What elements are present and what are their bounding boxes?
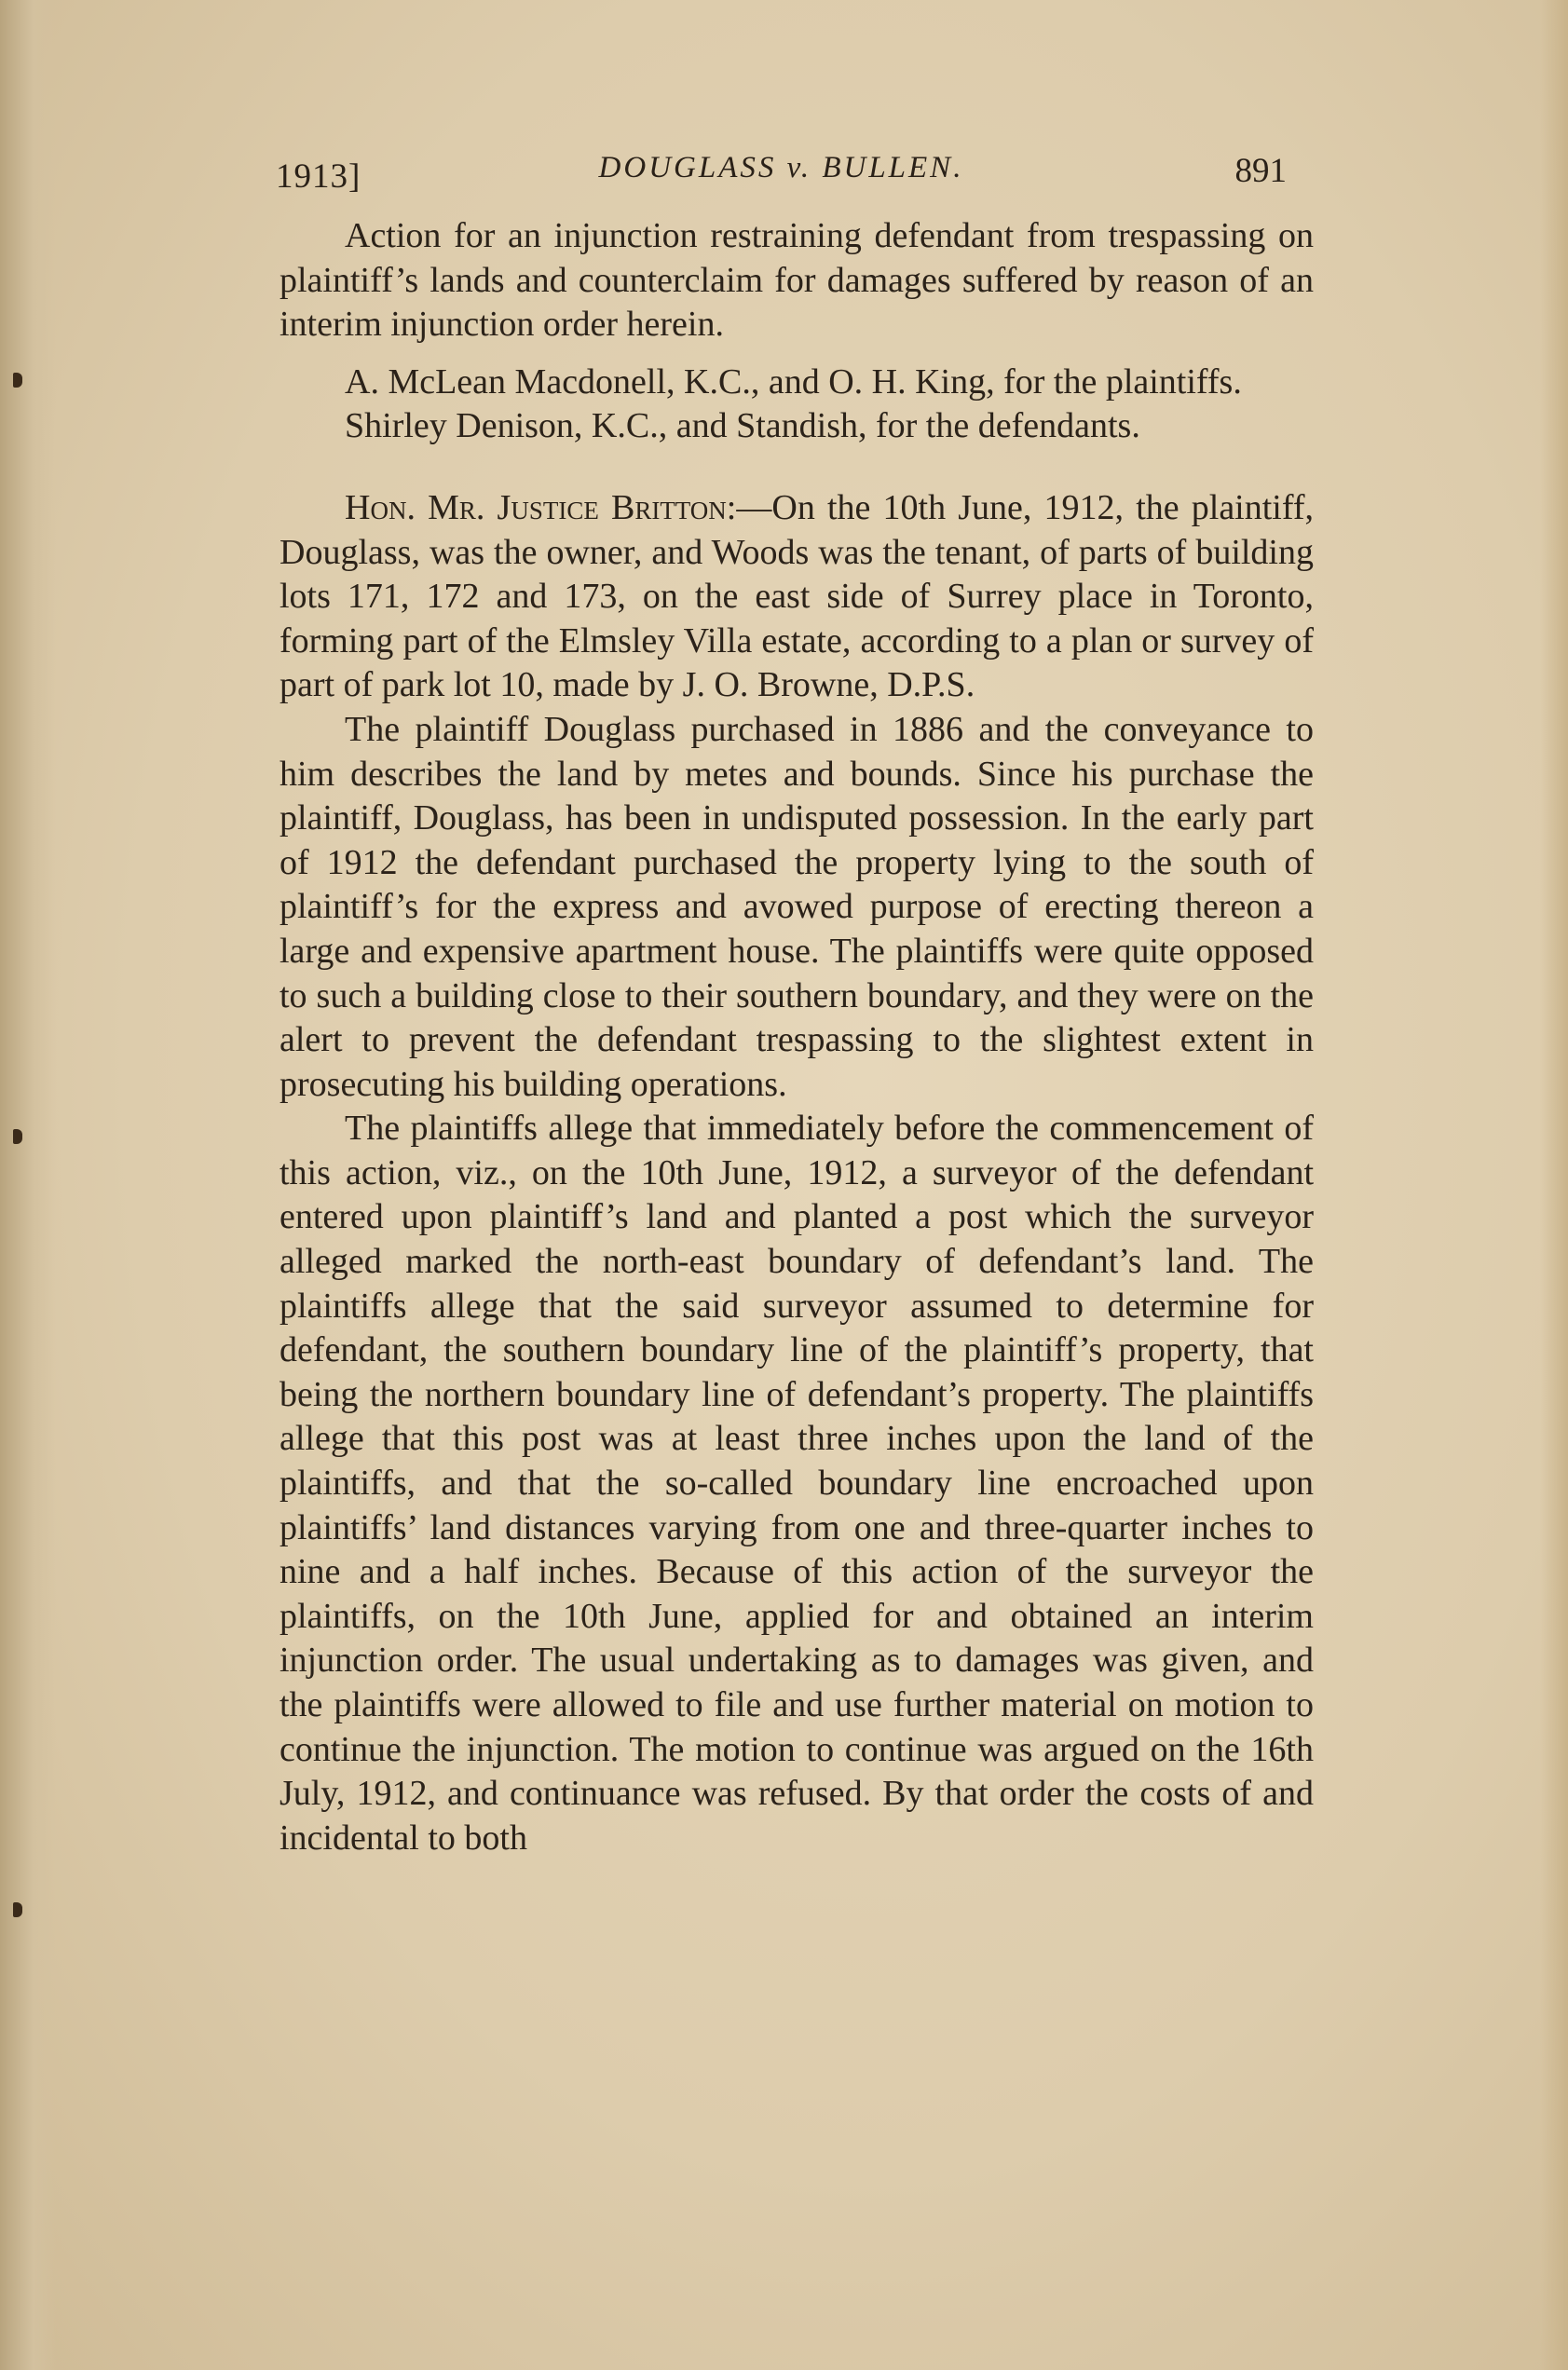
page-edge-shadow [1540,0,1568,2370]
binding-mark [13,1902,22,1917]
header-case-title: DOUGLASS v. BULLEN. [598,151,964,184]
binding-mark [13,373,22,388]
judge-name: Hon. Mr. Justice Britton: [345,487,737,527]
case-summary-paragraph: Action for an injunction restraining defendant from trespassing on plaintiff’s lands and counterclaim for damages suffered by reason of an interim injunction order herein. [280,216,1314,345]
header-year: 1913] [276,157,361,196]
allegations-paragraph: The plaintiffs allege that immediately before the commencement of this action, viz., on the 10th June, 1912, a surveyor of the defendant entered upon plaintiff’s land and planted a post which the surveyor alleged marked the north-east boundary of defendant’s land. The plaintiffs allege that the said surveyor assumed to determine for defendant, the southern boundary line of the plaintiff’s property, that being the northern boundary line of defendant’s property. The plaintiffs allege that this post was at least three inches upon the land of the plaintiffs, and that the so-called boundary line encroached upon plaintiffs’ land distances varying from one and three-quarter inches to nine and a half inches. Because of this action of the surveyor the plaintiffs, on the 10th June, applied for and obtained an interim injunction order. The usual undertaking as to damages was given, and the plaintiffs were allowed to file and use further material on motion to continue the injunction. The motion to continue was argued on the 16th July, 1912, and continuance was refused. By that order the costs of and incidental to both [280,1109,1314,1858]
counsel-defendants-paragraph: Shirley Denison, K.C., and Standish, for the defendants. [345,406,1140,446]
body-text [280,214,1314,1860]
page-gutter-shadow [0,0,56,2370]
judgment-opening-text: —On the 10th June, 1912, the plaintiff, Douglass, was the owner, and Woods was the tenant, of parts of building lots 171, 172 and 173, on the east side of Surrey place in Toronto, forming part of the Elmsley Villa estate, according to a plan or survey of part of park lot 10, made by J. O. Browne, D.P.S. [280,487,1314,705]
binding-mark [13,1129,22,1144]
judgment-opening-paragraph [280,486,1314,708]
page-number: 891 [1234,152,1287,190]
facts-paragraph: The plaintiff Douglass purchased in 1886 and the conveyance to him describes the land by metes and bounds. Since his purchase the plaintiff, Douglass, has been in undisputed possession. In the early part of 1912 the defendant purchased the property lying to the south of plaintiff’s for the express and avowed purpose of erecting thereon a large and expensive apartment house. The plaintiffs were quite opposed to such a building close to their southern boundary, and they were on the alert to prevent the defendant trespassing to the slightest extent in prosecuting his building operations. [280,709,1314,1104]
running-header [276,151,1287,198]
counsel-plaintiffs-paragraph: A. McLean Macdonell, K.C., and O. H. King, for the plaintiffs. [345,361,1242,402]
